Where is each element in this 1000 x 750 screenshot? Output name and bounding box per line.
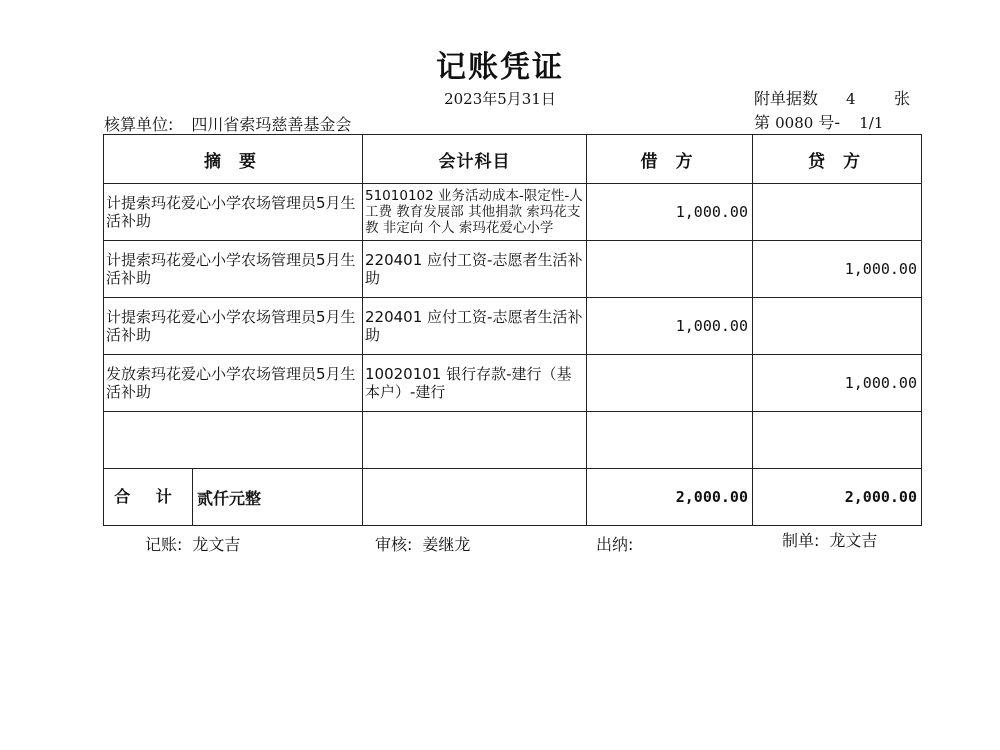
- preparer-name: 龙文吉: [829, 531, 878, 550]
- bookkeeper-label: 记账:: [145, 535, 183, 554]
- table-row: [104, 298, 922, 355]
- total-amount-words: 贰仟元整: [197, 488, 262, 508]
- voucher-number-suffix: 号-: [818, 113, 841, 132]
- entry-credit: 1,000.00: [753, 241, 922, 298]
- preparer-label: 制单:: [782, 531, 820, 550]
- accounting-unit-label: 核算单位:: [104, 115, 174, 134]
- accounting-unit-value: 四川省索玛慈善基金会: [191, 115, 352, 134]
- total-credit: 2,000.00: [753, 469, 922, 526]
- signature-reviewer: [375, 532, 470, 555]
- entry-summary: 计提索玛花爱心小学农场管理员5月生活补助: [104, 298, 363, 355]
- entry-credit: [753, 298, 922, 355]
- total-left-cell: [104, 469, 363, 526]
- entry-summary: 发放索玛花爱心小学农场管理员5月生活补助: [104, 355, 363, 412]
- table-row: [104, 412, 922, 469]
- entry-credit: [753, 184, 922, 241]
- entry-summary: 计提索玛花爱心小学农场管理员5月生活补助: [104, 241, 363, 298]
- attachment-count: [754, 86, 910, 109]
- entry-credit: [753, 412, 922, 469]
- header-debit: 借 方: [587, 135, 753, 184]
- entry-debit: [587, 355, 753, 412]
- entry-debit: [587, 241, 753, 298]
- entry-account: 220401 应付工资-志愿者生活补助: [363, 298, 587, 355]
- bookkeeper-name: 龙文吉: [192, 535, 241, 554]
- entry-summary: 计提索玛花爱心小学农场管理员5月生活补助: [104, 184, 363, 241]
- total-label: 合 计: [104, 469, 193, 525]
- cashier-label: 出纳:: [596, 535, 634, 554]
- table-row: [104, 184, 922, 241]
- reviewer-name: 姜继龙: [422, 535, 471, 554]
- voucher-number-value: 0080: [775, 114, 814, 132]
- entry-account: 220401 应付工资-志愿者生活补助: [363, 241, 587, 298]
- table-row: [104, 241, 922, 298]
- signature-cashier: [596, 532, 643, 555]
- header-account: 会计科目: [363, 135, 587, 184]
- voucher-number-prefix: 第: [754, 113, 771, 132]
- entry-debit: 1,000.00: [587, 184, 753, 241]
- voucher-page: 1/1: [859, 114, 884, 132]
- entry-account: [363, 412, 587, 469]
- total-row: [104, 469, 922, 526]
- voucher-table: [103, 134, 922, 526]
- table-header-row: [104, 135, 922, 184]
- attachment-number: 4: [846, 90, 856, 108]
- signature-bookkeeper: [145, 532, 240, 555]
- attachment-unit: 张: [894, 89, 911, 108]
- entry-account: 10020101 银行存款-建行（基本户）-建行: [363, 355, 587, 412]
- header-credit: 贷 方: [753, 135, 922, 184]
- entry-debit: [587, 412, 753, 469]
- total-debit: 2,000.00: [587, 469, 753, 526]
- entry-summary: [104, 412, 363, 469]
- signature-preparer: [782, 528, 877, 551]
- voucher-date: 2023年5月31日: [444, 90, 556, 108]
- voucher-number: [754, 110, 883, 133]
- entry-credit: 1,000.00: [753, 355, 922, 412]
- attachment-label: 附单据数: [754, 89, 819, 108]
- header-summary: 摘 要: [104, 135, 363, 184]
- entry-account: 51010102 业务活动成本-限定性-人工费 教育发展部 其他捐款 索玛花支教 非定向 个人 索玛花爱心小学: [363, 184, 587, 241]
- reviewer-label: 审核:: [375, 535, 413, 554]
- accounting-unit: [104, 112, 351, 135]
- table-row: [104, 355, 922, 412]
- total-account-cell: [363, 469, 587, 526]
- voucher-title: 记账凭证: [436, 50, 564, 85]
- entry-debit: 1,000.00: [587, 298, 753, 355]
